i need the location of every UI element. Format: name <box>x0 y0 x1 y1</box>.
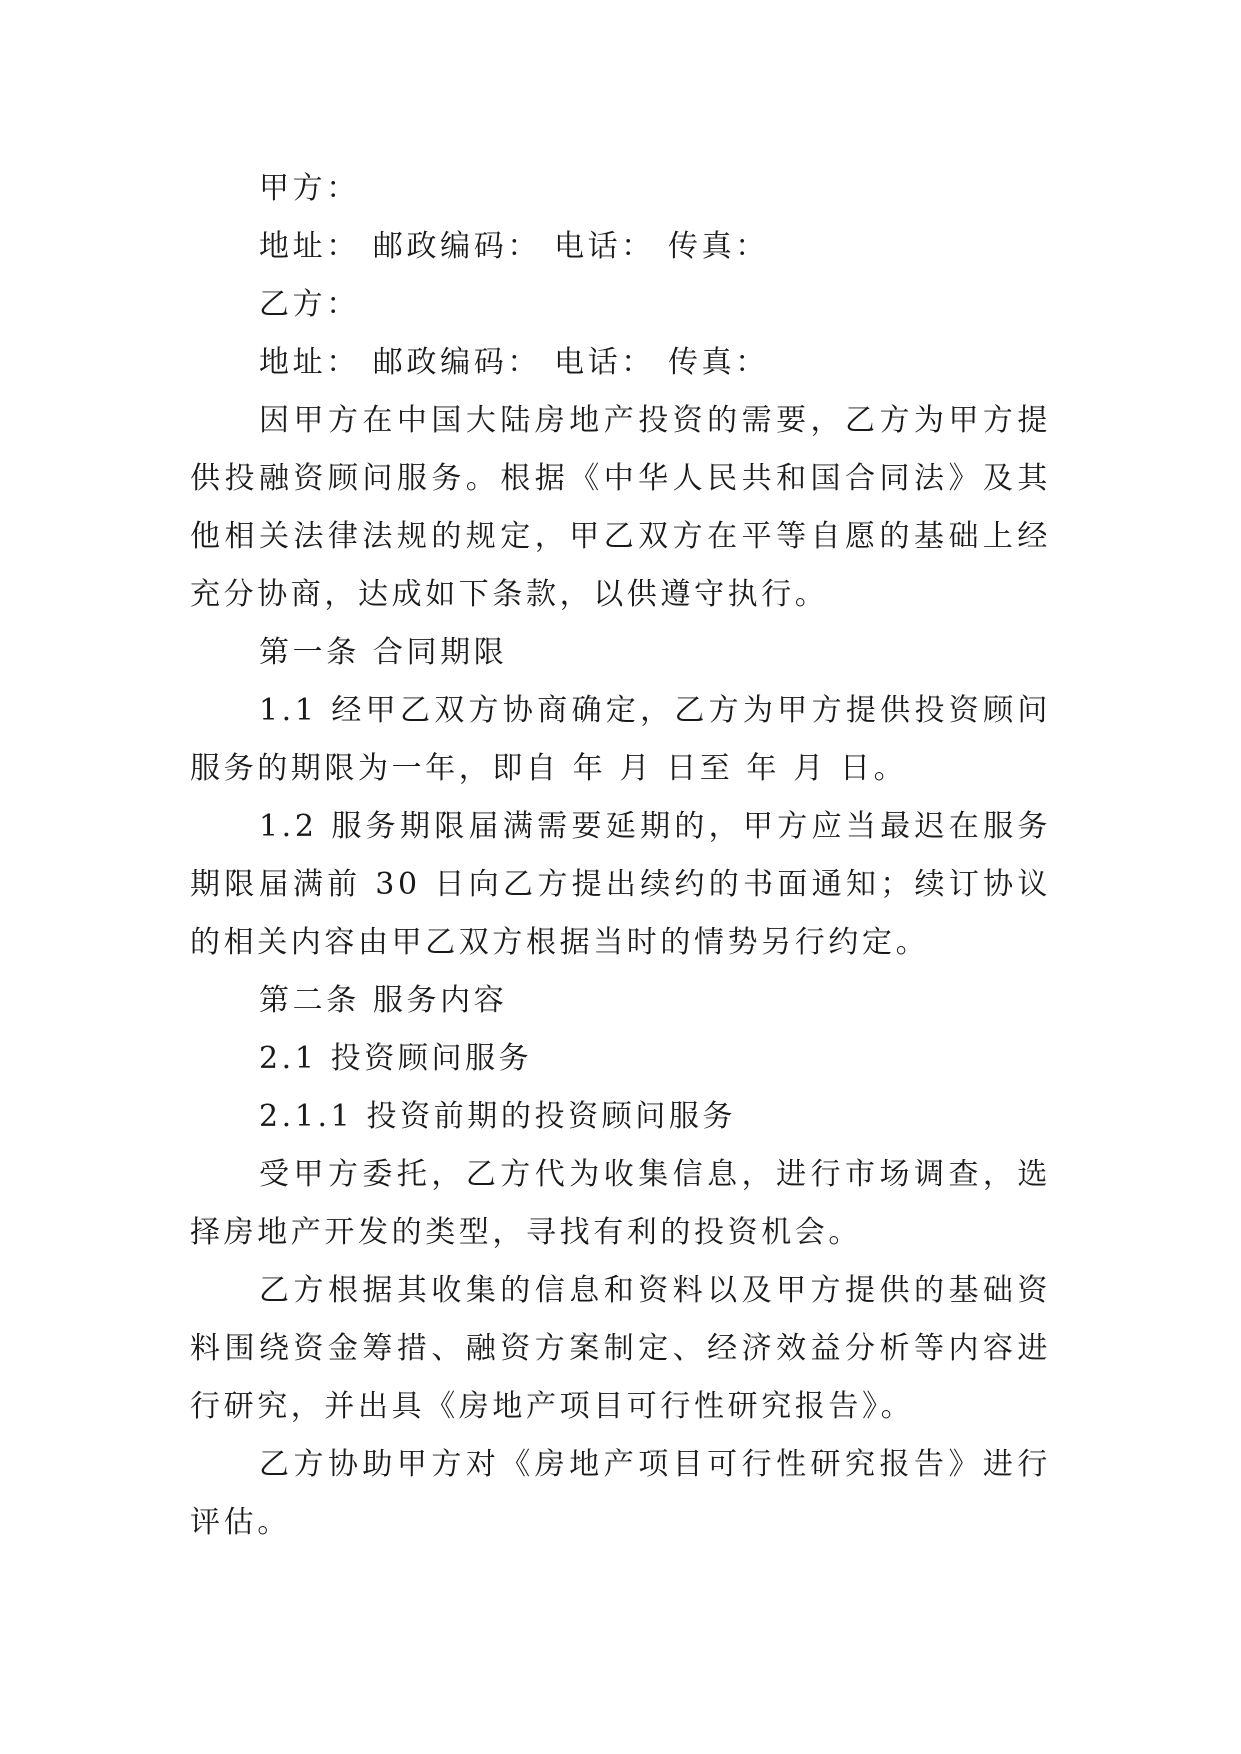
clause-1-2: 1.2 服务期限届满需要延期的，甲方应当最迟在服务期限届满前 30 日向乙方提出续约的书面通知；续订协议的相关内容由甲乙双方根据当时的情势另行约定。 <box>190 809 1051 960</box>
article-2-heading: 第二条 服务内容 <box>259 983 508 1018</box>
preamble-paragraph: 因甲方在中国大陆房地产投资的需要，乙方为甲方提供投融资顾问服务。根据《中华人民共和国合同法》及其他相关法律法规的规定，甲乙双方在平等自愿的基础上经充分协商，达成如下条款，以供遵守执行。 <box>190 403 1051 612</box>
service-paragraph-3: 乙方协助甲方对《房地产项目可行性研究报告》进行评估。 <box>190 1447 1051 1540</box>
clause-2-1-1-heading: 2.1.1 投资前期的投资顾问服务 <box>259 1099 737 1134</box>
service-paragraph-1: 受甲方委托，乙方代为收集信息，进行市场调查，选择房地产开发的类型，寻找有利的投资机会。 <box>190 1157 1051 1250</box>
clause-2-1-heading: 2.1 投资顾问服务 <box>259 1041 533 1076</box>
service-paragraph-2: 乙方根据其收集的信息和资料以及甲方提供的基础资料围绕资金筹措、融资方案制定、经济效益分析等内容进行研究，并出具《房地产项目可行性研究报告》。 <box>190 1273 1051 1424</box>
party-b-label: 乙方： <box>259 287 360 322</box>
party-a-label: 甲方： <box>259 171 360 206</box>
article-1-heading: 第一条 合同期限 <box>259 635 508 670</box>
clause-1-1: 1.1 经甲乙双方协商确定，乙方为甲方提供投资顾问服务的期限为一年，即自 年 月 日至 年 月 日。 <box>190 693 1051 786</box>
party-a-contact-line: 地址： 邮政编码： 电话： 传真： <box>259 229 769 264</box>
document-body <box>190 160 1051 1552</box>
party-b-contact-line: 地址： 邮政编码： 电话： 传真： <box>259 345 769 380</box>
